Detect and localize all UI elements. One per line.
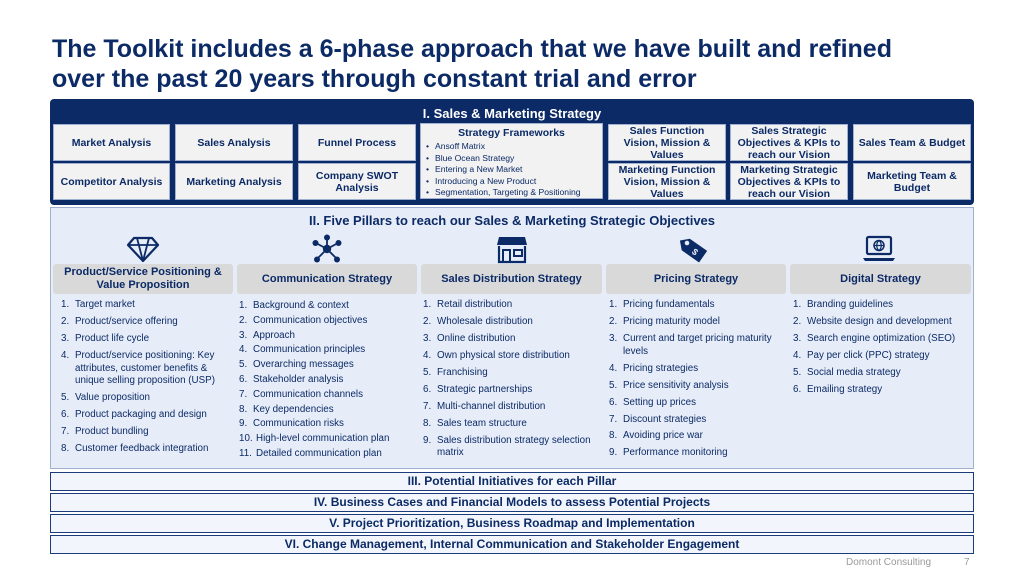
pillar-heading-pricing: Pricing Strategy xyxy=(606,264,786,294)
list-item: 2. Pricing maturity model xyxy=(609,315,720,327)
list-item: 2. Communication objectives xyxy=(239,314,368,326)
list-item: 9. Communication risks xyxy=(239,418,344,430)
competitor-analysis-box: Competitor Analysis xyxy=(53,163,170,200)
list-item: 4. Pay per click (PPC) strategy xyxy=(793,349,930,361)
pillar-list-communication xyxy=(239,299,417,462)
phase-3-band: III. Potential Initiatives for each Pillar xyxy=(50,472,974,491)
list-item: 8. Avoiding price war xyxy=(609,430,703,442)
pillar-heading-communication: Communication Strategy xyxy=(237,264,417,294)
list-item: 5. Social media strategy xyxy=(793,366,901,378)
pillar-list-positioning xyxy=(61,299,231,456)
list-item: 11. Detailed communication plan xyxy=(239,447,382,459)
list-item: 10. High-level communication plan xyxy=(239,433,390,445)
list-item: 4. Product/service positioning: Key attributes, customer benefits & unique selling proposition (USP) xyxy=(61,349,215,387)
sales-objectives-box: Sales Strategic Objectives & KPIs to reach our Vision xyxy=(730,124,848,161)
marketing-function-vmv-box: Marketing Function Vision, Mission & Values xyxy=(608,163,726,200)
list-item: 1. Pricing fundamentals xyxy=(609,299,715,310)
list-item: 3. Approach xyxy=(239,329,295,341)
network-icon xyxy=(310,234,344,264)
list-item: 2. Product/service offering xyxy=(61,315,178,327)
list-item: 5. Value proposition xyxy=(61,392,150,404)
phase-6-band: VI. Change Management, Internal Communication and Stakeholder Engagement xyxy=(50,535,974,554)
marketing-team-budget-box: Marketing Team & Budget xyxy=(853,163,971,200)
list-item: 5. Franchising xyxy=(423,366,488,378)
page-title-line2: over the past 20 years through constant trial and error xyxy=(52,65,697,93)
list-item: 1. Target market xyxy=(61,299,135,310)
framework-item: • Entering a New Market xyxy=(435,164,602,176)
market-analysis-box: Market Analysis xyxy=(53,124,170,161)
storefront-icon xyxy=(495,234,529,264)
sales-team-budget-box: Sales Team & Budget xyxy=(853,124,971,161)
list-item: 8. Customer feedback integration xyxy=(61,443,209,455)
list-item: 3. Product life cycle xyxy=(61,332,150,344)
list-item: 5. Overarching messages xyxy=(239,359,354,371)
svg-text:$: $ xyxy=(689,246,701,258)
phase-4-band: IV. Business Cases and Financial Models to assess Potential Projects xyxy=(50,493,974,512)
framework-item: • Segmentation, Targeting & Positioning xyxy=(435,187,602,199)
phase-5-band: V. Project Prioritization, Business Roadmap and Implementation xyxy=(50,514,974,533)
framework-item: • Ansoff Matrix xyxy=(435,141,602,153)
list-item: 3. Online distribution xyxy=(423,332,516,344)
list-item: 7. Communication channels xyxy=(239,388,363,400)
list-item: 1. Branding guidelines xyxy=(793,299,894,310)
pillar-list-sales-distribution xyxy=(423,299,598,460)
section1-title: I. Sales & Marketing Strategy xyxy=(422,106,602,121)
list-item: 6. Setting up prices xyxy=(609,396,696,408)
company-swot-box: Company SWOT Analysis xyxy=(298,163,416,200)
list-item: 1. Retail distribution xyxy=(423,299,513,310)
pillar-heading-positioning: Product/Service Positioning & Value Proposition xyxy=(53,264,233,294)
footer-company: Domont Consulting xyxy=(846,557,932,568)
list-item: 7. Multi-channel distribution xyxy=(423,400,546,412)
laptop-globe-icon xyxy=(862,234,896,264)
strategy-frameworks-box xyxy=(420,123,603,199)
list-item: 2. Website design and development xyxy=(793,315,952,327)
page-title xyxy=(52,34,972,94)
list-item: 8. Sales team structure xyxy=(423,417,527,429)
strategy-frameworks-list xyxy=(421,141,602,199)
marketing-analysis-box: Marketing Analysis xyxy=(175,163,293,200)
page-title-line1: The Toolkit includes a 6-phase approach that we have built and refined xyxy=(52,35,892,63)
list-item: 1. Background & context xyxy=(239,300,349,311)
list-item: 8. Key dependencies xyxy=(239,403,334,415)
list-item: 6. Strategic partnerships xyxy=(423,383,533,395)
sales-analysis-box: Sales Analysis xyxy=(175,124,293,161)
list-item: 4. Communication principles xyxy=(239,344,366,356)
list-item: 2. Wholesale distribution xyxy=(423,315,533,327)
list-item: 4. Pricing strategies xyxy=(609,362,699,374)
funnel-process-box: Funnel Process xyxy=(298,124,416,161)
pillar-heading-digital: Digital Strategy xyxy=(790,264,971,294)
pillar-list-pricing xyxy=(609,299,784,460)
sales-function-vmv-box: Sales Function Vision, Mission & Values xyxy=(608,124,726,161)
list-item: 3. Current and target pricing maturity levels xyxy=(609,332,772,357)
list-item: 5. Price sensitivity analysis xyxy=(609,379,729,391)
framework-item: • Blue Ocean Strategy xyxy=(435,153,602,165)
list-item: 6. Product packaging and design xyxy=(61,409,207,421)
list-item: 7. Discount strategies xyxy=(609,413,707,425)
strategy-frameworks-title: Strategy Frameworks xyxy=(458,127,565,139)
section2-title: II. Five Pillars to reach our Sales & Marketing Strategic Objectives xyxy=(308,213,716,228)
pillar-list-digital xyxy=(793,299,968,397)
list-item: 6. Stakeholder analysis xyxy=(239,373,344,385)
list-item: 9. Sales distribution strategy selection matrix xyxy=(423,434,591,459)
pillar-heading-sales-distribution: Sales Distribution Strategy xyxy=(421,264,602,294)
marketing-objectives-box: Marketing Strategic Objectives & KPIs to reach our Vision xyxy=(730,163,848,200)
framework-item: • Introducing a New Product xyxy=(435,176,602,188)
list-item: 3. Search engine optimization (SEO) xyxy=(793,332,956,344)
price-tag-icon xyxy=(678,234,712,264)
list-item: 4. Own physical store distribution xyxy=(423,349,570,361)
diamond-icon xyxy=(126,234,160,264)
list-item: 7. Product bundling xyxy=(61,426,149,438)
list-item: 6. Emailing strategy xyxy=(793,383,883,395)
list-item: 9. Performance monitoring xyxy=(609,447,728,459)
page-number: 7 xyxy=(964,557,970,568)
